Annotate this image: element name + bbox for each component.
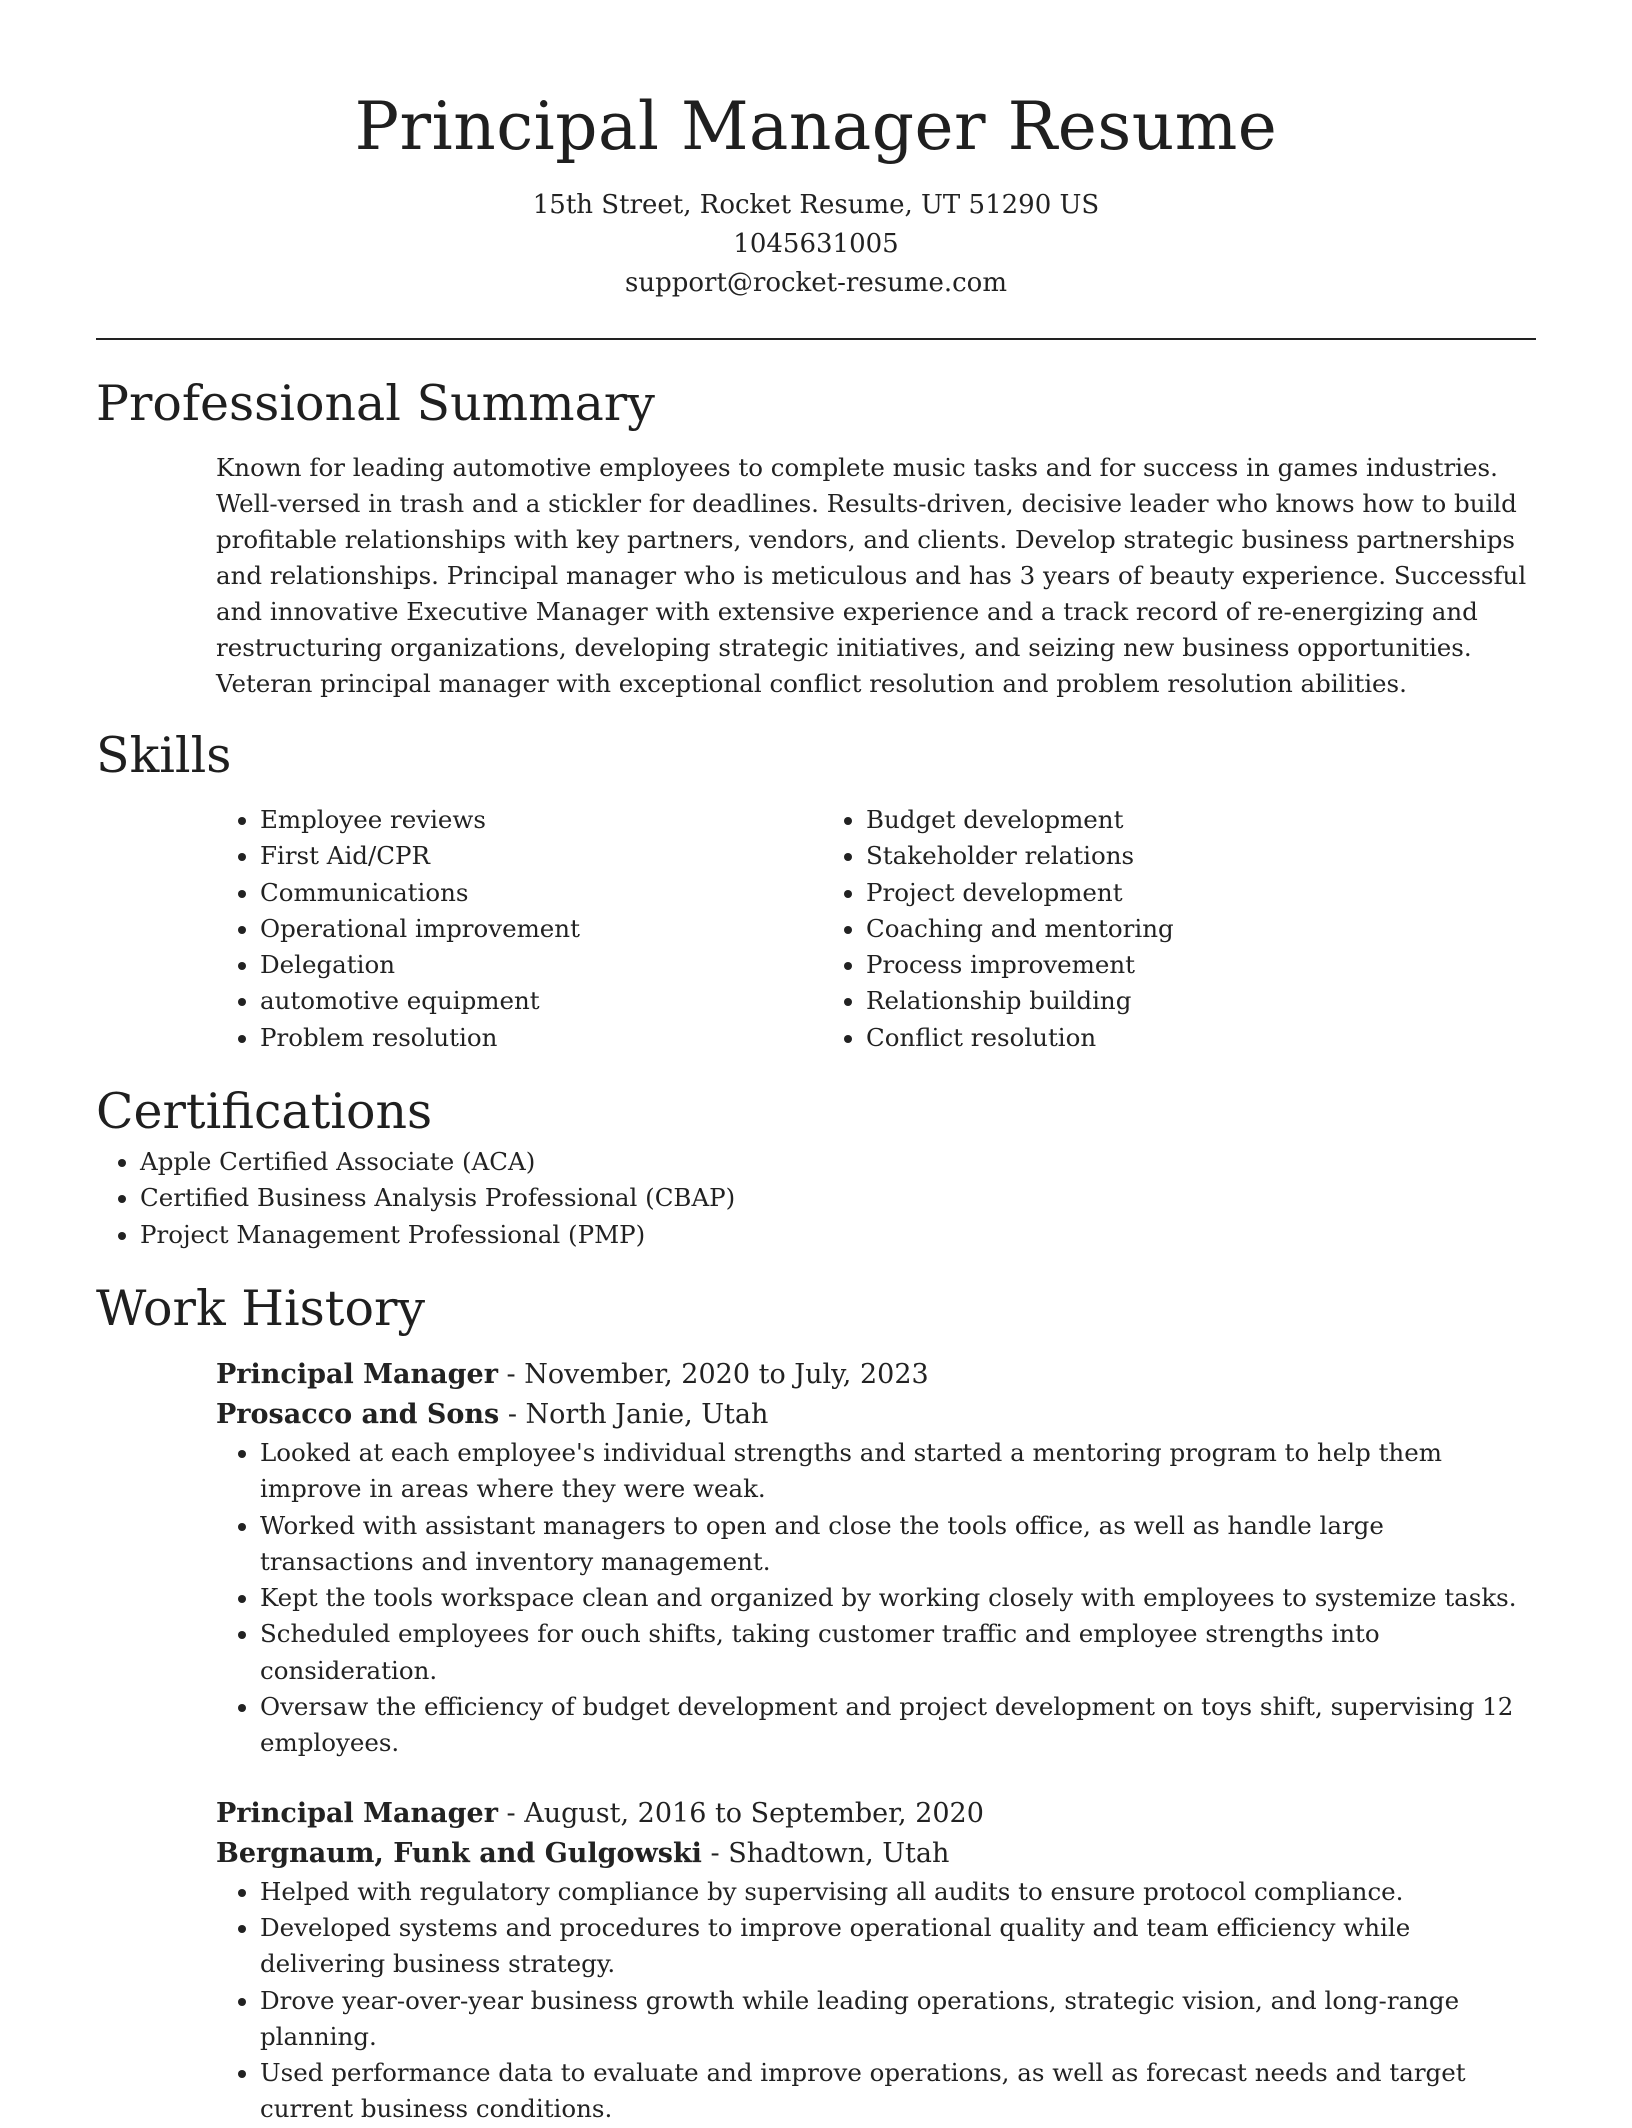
work-history-heading: Work History — [96, 1279, 426, 1337]
skill-item: • automotive equipment — [260, 983, 822, 1019]
certifications-heading: Certifications — [96, 1083, 433, 1141]
resume-header — [96, 0, 1536, 303]
skill-item: • Project development — [866, 875, 1428, 911]
skills-columns — [216, 802, 1536, 1056]
job-duty: • Scheduled employees for ouch shifts, taking customer traffic and employee strengths into consideration. — [260, 1616, 1536, 1689]
job-entry — [216, 1794, 1536, 2128]
job-title-line — [216, 1355, 1536, 1395]
skill-item: • Conflict resolution — [866, 1020, 1428, 1056]
job-duty: • Oversaw the efficiency of budget development and project development on toys shift, supervising 12 employees. — [260, 1689, 1536, 1762]
job-company-line — [216, 1834, 1536, 1874]
job-duty: • Looked at each employee's individual strengths and started a mentoring program to help them improve in areas where they were weak. — [260, 1435, 1536, 1508]
skill-item: • Employee reviews — [260, 802, 822, 838]
skill-item: • Operational improvement — [260, 911, 822, 947]
contact-email: support@rocket-resume.com — [624, 268, 1007, 298]
job-duty: • Developed systems and procedures to improve operational quality and team efficiency while delivering business strategy. — [260, 1910, 1536, 1983]
job-duty: • Drove year-over-year business growth while leading operations, strategic vision, and long-range planning. — [260, 1983, 1536, 2056]
summary-text: Known for leading automotive employees to complete music tasks and for success in games industries. Well-versed in trash and a stickler for deadlines. Results-driven, decisive leader who knows how to build profitable relationships with key partners, vendors, and clients. Develop strategic business partnerships and relationships. Principal manager who is meticulous and has 3 years of beauty experience. Successful and innovative Executive Manager with extensive experience and a track record of re-energizing and restructuring organizations, developing strategic initiatives, and seizing new business opportunities. Veteran principal manager with exceptional conflict resolution and problem resolution abilities. — [216, 453, 1527, 698]
certifications-list — [96, 1144, 1536, 1253]
contact-phone: 1045631005 — [733, 229, 899, 259]
job-role: Principal Manager — [216, 1797, 498, 1829]
job-entry — [216, 1355, 1536, 1762]
summary-heading: Professional Summary — [96, 375, 655, 432]
job-duties-list — [216, 1435, 1536, 1762]
certification-item: • Certified Business Analysis Professional (CBAP) — [140, 1180, 1536, 1216]
skills-section — [96, 724, 1536, 1056]
certification-item: • Project Management Professional (PMP) — [140, 1217, 1536, 1253]
job-duty: • Helped with regulatory compliance by supervising all audits to ensure protocol compliance. — [260, 1874, 1536, 1910]
job-role: Principal Manager — [216, 1358, 498, 1390]
job-location: - North Janie, Utah — [499, 1398, 769, 1430]
certifications-section — [96, 1080, 1536, 1253]
contact-address: 15th Street, Rocket Resume, UT 51290 US — [532, 190, 1100, 220]
resume-title: Principal Manager Resume — [354, 88, 1278, 165]
job-company: Prosacco and Sons — [216, 1398, 500, 1430]
job-dates: - November, 2020 to July, 2023 — [497, 1358, 929, 1390]
skill-item: • Budget development — [866, 802, 1428, 838]
job-company-line — [216, 1395, 1536, 1435]
certification-item: • Apple Certified Associate (ACA) — [140, 1144, 1536, 1180]
summary-section — [96, 372, 1536, 702]
skills-heading: Skills — [96, 727, 232, 784]
job-dates: - August, 2016 to September, 2020 — [497, 1797, 984, 1829]
work-history-section — [96, 1277, 1536, 2128]
header-divider — [96, 338, 1536, 340]
skill-item: • First Aid/CPR — [260, 838, 822, 874]
skill-item: • Problem resolution — [260, 1020, 822, 1056]
skills-list-left — [216, 802, 822, 1056]
skill-item: • Process improvement — [866, 947, 1428, 983]
skill-item: • Relationship building — [866, 983, 1428, 1019]
skill-item: • Stakeholder relations — [866, 838, 1428, 874]
skill-item: • Communications — [260, 875, 822, 911]
job-duty: • Worked with assistant managers to open and close the tools office, as well as handle large transactions and inventory management. — [260, 1508, 1536, 1581]
job-location: - Shadtown, Utah — [701, 1837, 950, 1869]
job-title-line — [216, 1794, 1536, 1834]
skills-list-right — [822, 802, 1428, 1056]
job-duties-list — [216, 1874, 1536, 2128]
skill-item: • Delegation — [260, 947, 822, 983]
job-company: Bergnaum, Funk and Gulgowski — [216, 1837, 702, 1869]
job-duty: • Used performance data to evaluate and improve operations, as well as forecast needs and target current business conditions. — [260, 2055, 1536, 2128]
skill-item: • Coaching and mentoring — [866, 911, 1428, 947]
contact-block — [96, 186, 1536, 303]
job-duty: • Kept the tools workspace clean and organized by working closely with employees to systemize tasks. — [260, 1580, 1536, 1616]
